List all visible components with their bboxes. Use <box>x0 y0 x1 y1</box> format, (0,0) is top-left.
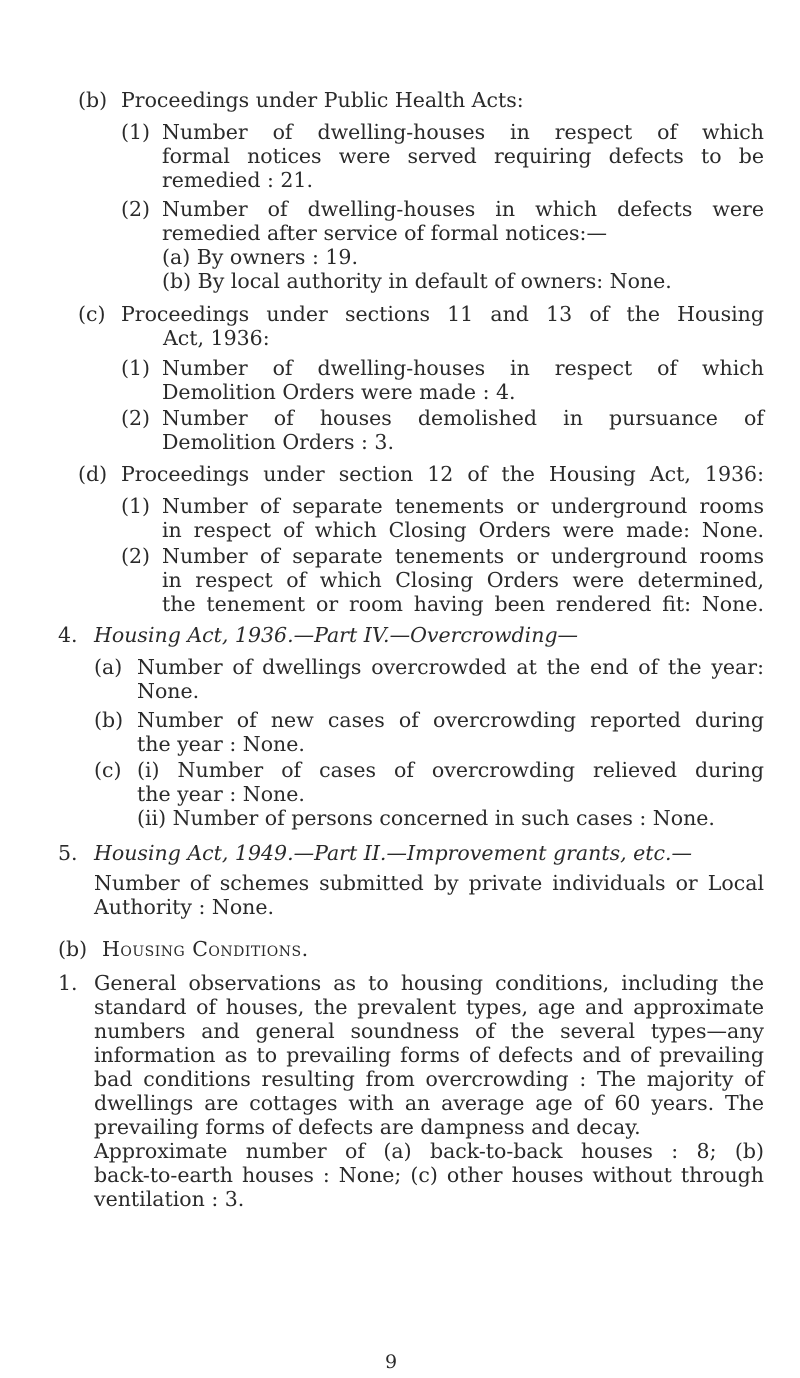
paragraph <box>94 971 764 1211</box>
text-line: (ii) Number of persons concerned in such cases : None. <box>137 806 715 830</box>
text-line: Act, 1936: <box>163 326 270 350</box>
text-line: Number of dwelling-houses in respect of which <box>162 120 764 144</box>
paragraph <box>137 655 764 703</box>
text-line: Approximate number of (a) back-to-back houses : 8; (b) <box>94 1139 764 1163</box>
text-line: Number of separate tenements or underground rooms <box>162 494 764 518</box>
item-label: (1) <box>121 494 151 518</box>
text-line: ventilation : 3. <box>94 1187 245 1211</box>
text-line: (a) By owners : 19. <box>162 245 358 269</box>
text-line: the year : None. <box>137 782 305 806</box>
text-line: Demolition Orders were made : 4. <box>162 380 516 404</box>
section-heading: Housing Conditions. <box>102 937 309 961</box>
text-line: Number of schemes submitted by private individuals or Local <box>94 871 764 895</box>
text-line: information as to prevailing forms of defects and of prevailing <box>94 1043 764 1067</box>
section-heading: Housing Act, 1936.—Part IV.—Overcrowding— <box>94 623 579 647</box>
text-line: (b) By local authority in default of owners: None. <box>162 269 672 293</box>
paragraph <box>162 356 764 404</box>
item-label: (2) <box>121 197 151 221</box>
text-line: Demolition Orders : 3. <box>162 430 394 454</box>
item-label: 1. <box>58 971 78 995</box>
text-line: remedied after service of formal notices:— <box>162 221 607 245</box>
section-label: (b) <box>58 937 88 961</box>
text-line: Number of houses demolished in pursuance of <box>162 406 764 430</box>
section-number: 5. <box>58 841 78 865</box>
text-line: General observations as to housing conditions, including the <box>94 971 764 995</box>
text-line: numbers and general soundness of the several types—any <box>94 1019 764 1043</box>
section-heading: Housing Act, 1949.—Part II.—Improvement grants, etc.— <box>94 841 692 865</box>
text-line: the year : None. <box>137 732 305 756</box>
text-line: formal notices were served requiring defects to be <box>162 144 764 168</box>
section-heading: Proceedings under Public Health Acts: <box>121 88 524 112</box>
text-line: Number of dwelling-houses in respect of which <box>162 356 764 380</box>
text-line: standard of houses, the prevalent types, age and approximate <box>94 995 764 1019</box>
text-line: back-to-earth houses : None; (c) other houses without through <box>94 1163 764 1187</box>
item-label: (2) <box>121 544 151 568</box>
item-label: (2) <box>121 406 151 430</box>
section-label: (b) <box>78 88 108 112</box>
text-line: Number of separate tenements or underground rooms <box>162 544 764 568</box>
text-line: None. <box>137 679 200 703</box>
section-number: 4. <box>58 623 78 647</box>
text-line: (i) Number of cases of overcrowding relieved during <box>137 758 764 782</box>
section-heading: Proceedings under section 12 of the Housing Act, 1936: <box>121 462 764 486</box>
page-number: 9 <box>385 1351 398 1373</box>
paragraph <box>121 462 764 486</box>
item-label: (1) <box>121 120 151 144</box>
item-label: (1) <box>121 356 151 380</box>
item-label: (b) <box>94 708 124 732</box>
text-line: Number of dwellings overcrowded at the end of the year: <box>137 655 764 679</box>
text-line: in respect of which Closing Orders were made: None. <box>162 518 764 542</box>
item-label: (a) <box>94 655 123 679</box>
text-line: in respect of which Closing Orders were determined, <box>162 568 764 592</box>
text-line: Proceedings under sections 11 and 13 of the Housing <box>121 302 764 326</box>
item-label: (c) <box>94 758 122 782</box>
text-line: Number of new cases of overcrowding reported during <box>137 708 764 732</box>
paragraph <box>137 758 764 830</box>
text-line: dwellings are cottages with an average age of 60 years. The <box>94 1091 764 1115</box>
text-line: Authority : None. <box>94 895 275 919</box>
text-line: the tenement or room having been rendered fit: None. <box>162 592 764 616</box>
paragraph <box>162 120 764 192</box>
paragraph <box>162 406 764 454</box>
paragraph <box>162 197 764 293</box>
paragraph <box>162 544 764 616</box>
section-label: (c) <box>78 302 106 326</box>
paragraph <box>94 871 764 919</box>
paragraph <box>162 494 764 542</box>
text-line: Number of dwelling-houses in which defects were <box>162 197 764 221</box>
text-line: bad conditions resulting from overcrowding : The majority of <box>94 1067 764 1091</box>
paragraph <box>121 302 764 350</box>
text-line: remedied : 21. <box>162 168 313 192</box>
paragraph <box>137 708 764 756</box>
section-label: (d) <box>78 462 108 486</box>
text-line: prevailing forms of defects are dampness and decay. <box>94 1115 641 1139</box>
